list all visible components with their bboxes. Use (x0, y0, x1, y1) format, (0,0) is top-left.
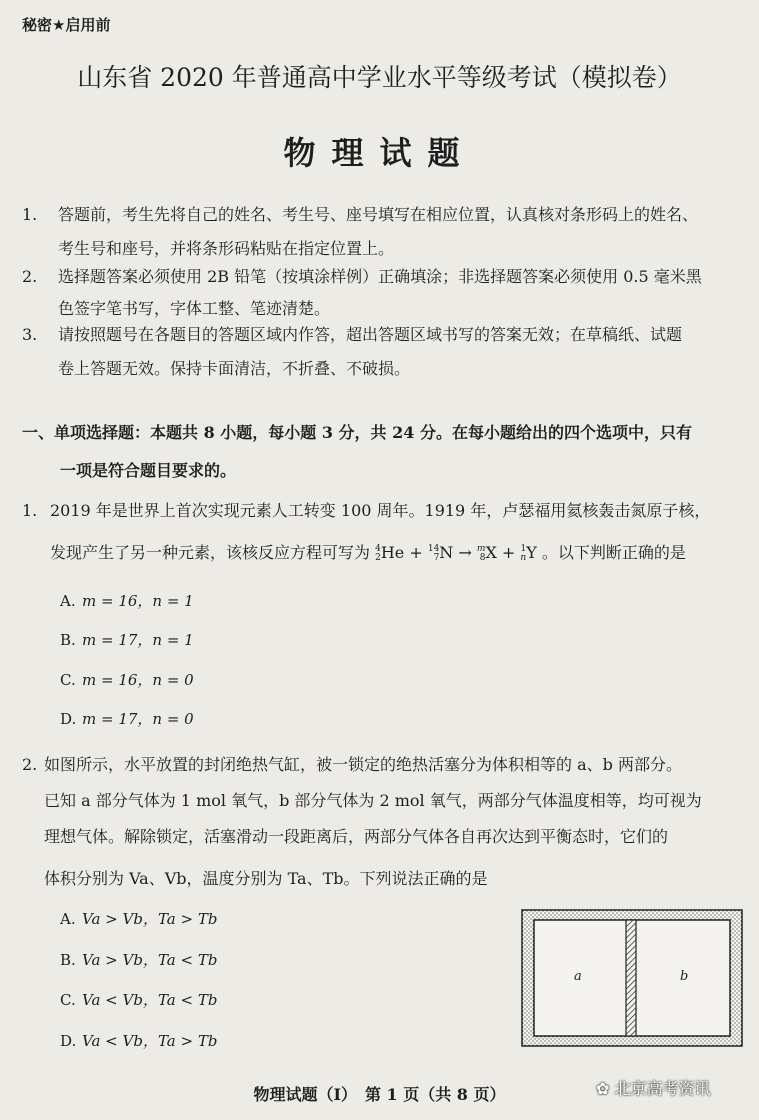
note-number: 3. (22, 325, 38, 344)
question-text: 2019 年是世界上首次实现元素人工转变 100 周年。1919 年，卢瑟福用氦核轰击氮原子核， (50, 501, 711, 520)
piston (626, 920, 636, 1036)
note-text: 选择题答案必须使用 2B 铅笔（按填涂样例）正确填涂；非选择题答案必须使用 0.5 毫米黑 (58, 267, 702, 286)
question-2 (22, 752, 682, 775)
isotope-mass: 14 (427, 543, 440, 554)
question-text: 发现产生了另一种元素，该核反应方程可写为 (50, 543, 371, 562)
note-2-cont: 色签字笔书写，字体工整、笔迹清楚。 (58, 299, 331, 318)
option-text: m = 16，n = 1 (82, 592, 194, 610)
isotope-mass: 1 (520, 543, 527, 554)
element-symbol: He (380, 543, 405, 562)
option-label: A. (60, 592, 76, 610)
option-text: Va < Vb，Ta < Tb (82, 991, 218, 1009)
question-2-line3: 理想气体。解除锁定，活塞滑动一段距离后，两部分气体各自再次达到平衡态时，它们的 (44, 827, 669, 846)
question-2-line4: 体积分别为 Va、Vb，温度分别为 Ta、Tb。下列说法正确的是 (44, 869, 488, 888)
question-2-line2: 已知 a 部分气体为 1 mol 氧气，b 部分气体为 2 mol 氧气，两部分气体温度相等，均可视为 (44, 791, 702, 810)
option-label: D. (60, 1032, 77, 1050)
confidential-mark: 秘密★启用前 (22, 16, 111, 34)
q1-option-d[interactable] (60, 708, 194, 729)
nuclear-equation: 4 2 He + 14 7 N → m 8 X + 1 n Y (375, 543, 537, 563)
label-a: a (574, 969, 582, 984)
subject-title: 物理试题 (283, 134, 476, 172)
option-label: D. (60, 710, 77, 728)
q2-option-c[interactable] (60, 989, 217, 1010)
option-label: A. (60, 910, 76, 928)
question-number: 1. (22, 501, 38, 520)
option-text: m = 17，n = 1 (82, 631, 194, 649)
q2-option-d[interactable] (60, 1030, 217, 1051)
question-text: 如图所示，水平放置的封闭绝热气缸，被一锁定的绝热活塞分为体积相等的 a、b 两部分。 (44, 755, 682, 774)
option-text: Va > Vb，Ta < Tb (82, 951, 218, 969)
note-number: 1. (22, 205, 38, 224)
note-2 (22, 262, 702, 292)
question-number: 2. (22, 755, 38, 774)
note-1 (22, 200, 698, 230)
isotope-charge: 7 (433, 552, 440, 563)
exam-title: 山东省 2020 年普通高中学业水平等级考试（模拟卷） (77, 63, 682, 92)
isotope-mass: 4 (375, 543, 381, 554)
isotope-charge: 8 (479, 552, 486, 563)
question-1-line2 (50, 540, 686, 563)
option-label: C. (60, 991, 76, 1009)
option-label: C. (60, 671, 76, 689)
page-footer: 物理试题（Ⅰ） 第 1 页（共 8 页） (253, 1085, 506, 1104)
element-symbol: X (485, 543, 497, 562)
option-label: B. (60, 631, 76, 649)
isotope-mass: m (476, 543, 486, 554)
q1-option-a[interactable] (60, 590, 194, 611)
element-symbol: N (439, 543, 454, 562)
note-text: 答题前，考生先将自己的姓名、考生号、座号填写在相应位置，认真核对条形码上的姓名、 (58, 205, 699, 224)
wechat-icon: ✿ (596, 1079, 610, 1098)
option-text: Va > Vb，Ta > Tb (82, 910, 218, 928)
note-number: 2. (22, 267, 38, 286)
section-heading-cont: 一项是符合题目要求的。 (60, 461, 237, 480)
isotope-charge: 2 (375, 552, 381, 563)
question-1 (22, 498, 710, 521)
note-text: 请按照题号在各题目的答题区域内作答，超出答题区域书写的答案无效；在草稿纸、试题 (58, 325, 683, 344)
section-heading: 一、单项选择题：本题共 8 小题，每小题 3 分，共 24 分。在每小题给出的四个选项中，只有 (22, 423, 692, 442)
cylinder-diagram (520, 908, 744, 1052)
question-text: 。以下判断正确的是 (541, 543, 686, 562)
q2-option-a[interactable] (60, 908, 217, 929)
option-text: m = 16，n = 0 (82, 671, 194, 689)
note-3 (22, 320, 682, 350)
q1-option-b[interactable] (60, 629, 194, 650)
reaction-arrow: → (458, 543, 472, 562)
element-symbol: Y (526, 543, 537, 562)
watermark-text: 北京高考资讯 (614, 1079, 711, 1098)
isotope-charge: n (520, 552, 527, 563)
option-text: m = 17，n = 0 (82, 710, 194, 728)
watermark (596, 1076, 711, 1099)
note-1-cont: 考生号和座号，并将条形码粘贴在指定位置上。 (58, 239, 395, 258)
option-label: B. (60, 951, 76, 969)
q2-option-b[interactable] (60, 949, 217, 970)
option-text: Va < Vb，Ta > Tb (82, 1032, 218, 1050)
label-b: b (680, 969, 689, 984)
note-3-cont: 卷上答题无效。保持卡面清洁，不折叠、不破损。 (58, 359, 411, 378)
q1-option-c[interactable] (60, 669, 194, 690)
